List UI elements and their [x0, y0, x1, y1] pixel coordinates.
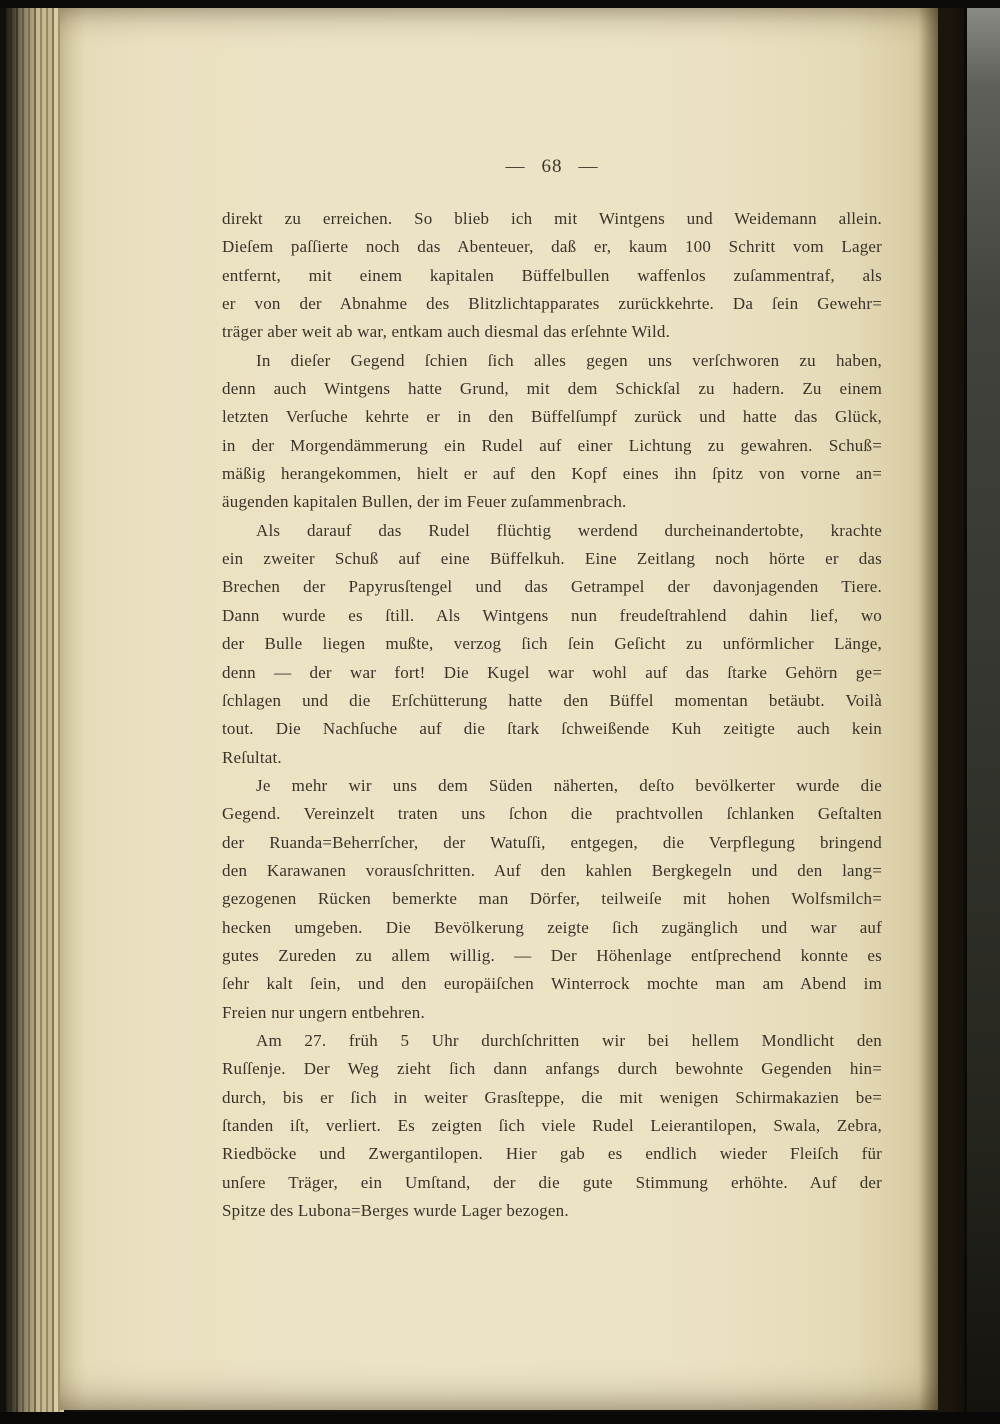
text-line: gezogenen Rücken bemerkte man Dörfer, teilweiſe mit hohen Wolfsmilch=	[222, 889, 882, 909]
text-line: ſchlagen und die Erſchütterung hatte den Büffel momentan betäubt. Voilà	[222, 690, 882, 710]
scan-border-top	[0, 0, 1000, 8]
text-line: ſehr kalt ſein, und den europäiſchen Winterrock mochte man am Abend im	[222, 974, 882, 994]
text-line: Spitze des Lubona=Berges wurde Lager bezogen.	[222, 1201, 569, 1221]
text-line: gutes Zureden zu allem willig. — Der Höhenlage entſprechend konnte es	[222, 945, 882, 965]
text-line: der Bulle liegen mußte, verzog ſich ſein Geſicht zu unförmlicher Länge,	[222, 634, 882, 654]
text-line: Brechen der Papyrusſtengel und das Getrampel der davonjagenden Tiere.	[222, 577, 882, 597]
page-number-dash-left: —	[505, 156, 526, 177]
text-line: denn auch Wintgens hatte Grund, mit dem Schickſal zu hadern. Zu einem	[222, 379, 882, 399]
page-stack-edges	[6, 4, 64, 1416]
text-line: Dieſem paſſierte noch das Abenteuer, daß er, kaum 100 Schritt vom Lager	[222, 237, 882, 257]
text-line: Ruſſenje. Der Weg zieht ſich dann anfangs durch bewohnte Gegenden hin=	[222, 1059, 882, 1079]
text-line: träger aber weit ab war, entkam auch diesmal das erſehnte Wild.	[222, 322, 671, 342]
text-line: hecken umgeben. Die Bevölkerung zeigte ſich zugänglich und war auf	[222, 917, 882, 937]
page-number-dash-right: —	[578, 156, 599, 177]
paragraph	[222, 517, 882, 772]
text-line: Als darauf das Rudel flüchtig werdend durcheinandertobte, krachte	[256, 520, 882, 540]
paragraph	[222, 1027, 882, 1225]
text-line: unſere Träger, ein Umſtand, der die gute Stimmung erhöhte. Auf der	[222, 1172, 882, 1192]
text-line: den Karawanen vorausſchritten. Auf den kahlen Bergkegeln und den lang=	[222, 860, 882, 880]
text-line: Freien nur ungern entbehren.	[222, 1002, 425, 1022]
text-block	[222, 205, 882, 1225]
text-line: Riedböcke und Zwergantilopen. Hier gab es endlich wieder Fleiſch für	[222, 1144, 882, 1164]
text-line: direkt zu erreichen. So blieb ich mit Wintgens und Weidemann allein.	[222, 209, 882, 228]
text-line: denn — der war fort! Die Kugel war wohl auf das ſtarke Gehörn ge=	[222, 662, 882, 682]
scanner-background	[964, 0, 1000, 1424]
page-header	[222, 156, 882, 178]
text-line: Am 27. früh 5 Uhr durchſchritten wir bei hellem Mondlicht den	[256, 1030, 882, 1050]
text-line: ein zweiter Schuß auf eine Büffelkuh. Eine Zeitlang noch hörte er das	[222, 549, 882, 569]
text-line: entfernt, mit einem kapitalen Büffelbullen waffenlos zuſammentraf, als	[222, 265, 882, 285]
scan-border-bottom	[0, 1412, 1000, 1424]
paragraph	[222, 205, 882, 347]
text-line: der Ruanda=Beherrſcher, der Watuſſi, entgegen, die Verpflegung bringend	[222, 832, 882, 852]
text-line: letzten Verſuche kehrte er in den Büffelſumpf zurück und hatte das Glück,	[222, 407, 882, 427]
page-edge-shadow	[918, 0, 964, 1424]
text-line: Dann wurde es ſtill. Als Wintgens nun freudeſtrahlend dahin lief, wo	[222, 605, 882, 625]
text-line: er von der Abnahme des Blitzlichtapparates zurückkehrte. Da ſein Gewehr=	[222, 294, 882, 314]
paragraph	[222, 347, 882, 517]
page-number: 68	[541, 156, 563, 177]
text-line: Je mehr wir uns dem Süden näherten, deſto bevölkerter wurde die	[256, 775, 882, 795]
text-line: Gegend. Vereinzelt traten uns ſchon die prachtvollen ſchlanken Geſtalten	[222, 804, 882, 824]
text-line: in der Morgendämmerung ein Rudel auf einer Lichtung zu gewahren. Schuß=	[222, 435, 882, 455]
text-line: mäßig herangekommen, hielt er auf den Kopf eines ihn ſpitz von vorne an=	[222, 464, 882, 484]
text-line: tout. Die Nachſuche auf die ſtark ſchweißende Kuh zeitigte auch kein	[222, 719, 882, 739]
text-line: äugenden kapitalen Bullen, der im Feuer zuſammenbrach.	[222, 492, 627, 512]
text-line: ſtanden iſt, verliert. Es zeigten ſich viele Rudel Leierantilopen, Swala, Zebra,	[222, 1116, 882, 1135]
paragraph	[222, 772, 882, 1027]
text-line: durch, bis er ſich in weiter Grasſteppe, die mit wenigen Schirmakazien be=	[222, 1087, 882, 1107]
book-page	[60, 8, 938, 1410]
text-line: In dieſer Gegend ſchien ſich alles gegen uns verſchworen zu haben,	[256, 350, 882, 370]
text-line: Reſultat.	[222, 747, 282, 767]
